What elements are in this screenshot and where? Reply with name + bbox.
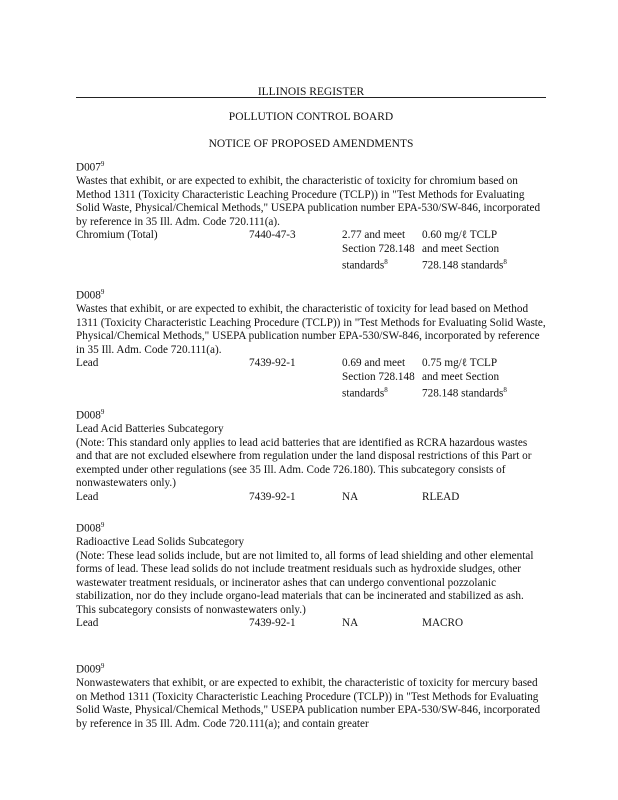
table-row	[76, 617, 546, 631]
waste-description: Nonwastewaters that exhibit, or are expected to exhibit, the characteristic of toxicity for mercury based on Method 1311 (Toxicity Characteristic Leaching Procedure (TCLP)) in "Test Methods for Evaluating Solid Waste, Physical/Chemical Methods," USEPA publication number EPA-530/SW-846, incorporated by reference in 35 Ill. Adm. Code 720.111(a); and contain greater	[76, 677, 541, 730]
constituent-name: Lead	[76, 617, 99, 630]
cas-number: 7439-92-1	[249, 490, 296, 503]
wastewater-standard: NA	[342, 617, 359, 630]
subcategory-note: (Note: These lead solids include, but are not limited to, all forms of lead shielding and other elemental forms of lead. These lead solids do not include treatment residuals such as hydroxide sludges, other wastewater treatment residuals, or incinerator ashes that can undergo conventional pozzolanic stabilization, nor do they include organo-lead materials that can be incinerated and stabilized as ash. This subcategory consists of nonwastewaters only.)	[76, 549, 534, 616]
nonwastewater-standard: RLEAD	[422, 490, 460, 503]
section-d008-lead	[76, 286, 546, 400]
nonwastewater-standard: 0.60 mg/ℓ TCLP and meet Section 728.148 standards$^8$	[422, 229, 507, 272]
wastewater-standard: 2.77 and meet Section 728.148 standards$^8$	[342, 229, 415, 272]
cas-number: 7439-92-1	[249, 617, 296, 630]
register-title: ILLINOIS REGISTER	[257, 86, 365, 98]
waste-code: $D008^9$	[76, 408, 105, 422]
waste-description: Wastes that exhibit, or are expected to exhibit, the characteristic of toxicity for lead based on Method 1311 (Toxicity Characteristic Leaching Procedure (TCLP)) in "Test Methods for Evaluating Solid Waste, Physical/Chemical Methods," USEPA publication number EPA-530/SW-846, incorporated by reference in 35 Ill. Adm. Code 720.111(a).	[76, 303, 546, 356]
waste-description: Wastes that exhibit, or are expected to exhibit, the characteristic of toxicity for chromium based on Method 1311 (Toxicity Characteristic Leaching Procedure (TCLP)) in "Test Methods for Evaluating Solid Waste, Physical/Chemical Methods," USEPA publication number EPA-530/SW-846, incorporated by reference in 35 Ill. Adm. Code 720.111(a).	[76, 175, 541, 228]
wastewater-standard: NA	[342, 490, 359, 503]
table-row	[76, 229, 546, 272]
section-d009	[76, 660, 546, 731]
waste-code: $D007^9$	[76, 160, 105, 174]
section-d008-lead-acid-batteries	[76, 406, 546, 504]
subcategory-note: (Note: This standard only applies to lead acid batteries that are identified as RCRA hazardous wastes and that are not excluded elsewhere from regulation under the land disposal restrictions of this Part or exempted under other regulations (see 35 Ill. Adm. Code 726.180). This subcategory consists of nonwastewaters only.)	[76, 436, 532, 490]
waste-code: $D008^9$	[76, 288, 105, 302]
constituent-name: Lead	[76, 490, 99, 503]
board-name: POLLUTION CONTROL BOARD	[228, 111, 394, 123]
constituent-name: Lead	[76, 357, 99, 370]
waste-code: $D009^9$	[76, 662, 105, 676]
subcategory-title: Radioactive Lead Solids Subcategory	[76, 536, 245, 549]
section-d008-radioactive-lead	[76, 519, 546, 631]
waste-code: $D008^9$	[76, 521, 105, 535]
nonwastewater-standard: 0.75 mg/ℓ TCLP and meet Section 728.148 standards$^8$	[422, 357, 507, 400]
wastewater-standard: 0.69 and meet Section 728.148 standards$^8$	[342, 357, 415, 400]
subcategory-title: Lead Acid Batteries Subcategory	[76, 423, 224, 436]
notice-title: NOTICE OF PROPOSED AMENDMENTS	[208, 138, 414, 150]
section-d007	[76, 158, 546, 272]
nonwastewater-standard: MACRO	[422, 617, 464, 630]
cas-number: 7440-47-3	[249, 229, 296, 242]
table-row	[76, 491, 546, 505]
cas-number: 7439-92-1	[249, 357, 296, 370]
table-row	[76, 357, 546, 400]
constituent-name: Chromium (Total)	[76, 229, 158, 242]
